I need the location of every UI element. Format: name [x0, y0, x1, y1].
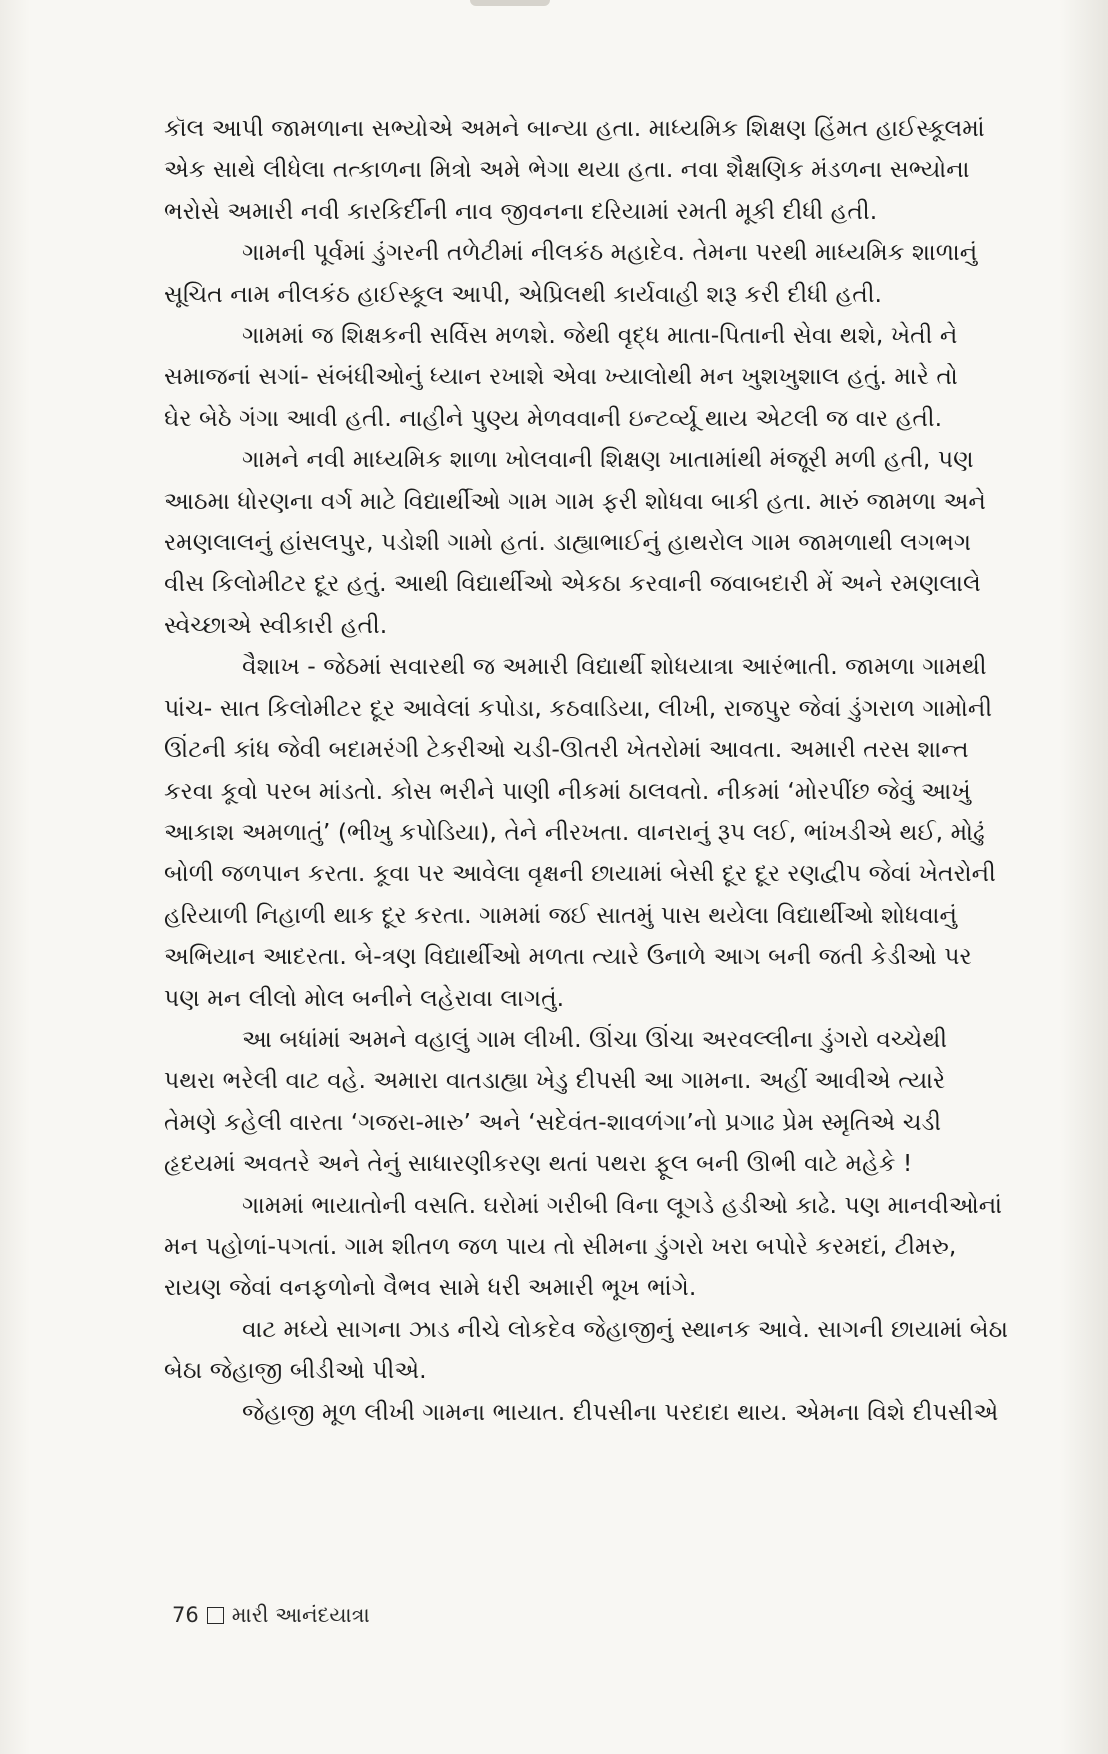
paragraph: ગામની પૂર્વમાં ડુંગરની તળેટીમાં નીલકંઠ મહાદેવ. તેમના પરથી માધ્યમિક શાળાનું સૂચિત નામ નીલકંઠ હાઈસ્કૂલ આપી, એપ્રિલથી કાર્યવાહી શરૂ કરી દીધી હતી.: [164, 238, 978, 308]
square-separator-icon: [207, 1607, 224, 1624]
paragraph: જેહાજી મૂળ લીખી ગામના ભાયાત. દીપસીના પરદાદા થાય. એમના વિશે દીપસીએ: [242, 1397, 999, 1426]
page-number: 76: [172, 1603, 199, 1627]
paragraph: આ બધાંમાં અમને વહાલું ગામ લીખી. ઊંચા ઊંચા અરવલ્લીના ડુંગરો વચ્ચેથી પથરા ભરેલી વાટ વહે. અમારા વાતડાહ્યા ખેડુ દીપસી આ ગામના. અહીં આવીએ ત્યારે તેમણે કહેલી વારતા ‘ગજરા-મારુ’ અને ‘સદેવંત-શાવળંગા’નો પ્રગાઢ પ્રેમ સ્મૃતિએ ચડી હૃદયમાં અવતરે અને તેનું સાધારણીકરણ થતાં પથરા ફૂલ બની ઊભી વાટે મહેકે !: [164, 1024, 948, 1178]
paragraph: વૈશાખ - જેઠમાં સવારથી જ અમારી વિદ્યાર્થી શોધયાત્રા આરંભાતી. જામળા ગામથી પાંચ- સાત કિલોમીટર દૂર આવેલાં કપોડા, કઠવાડિયા, લીખી, રાજપુર જેવાં ડુંગરાળ ગામોની ઊંટની કાંધ જેવી બદામરંગી ટેકરીઓ ચડી-ઊતરી ખેતરોમાં આવતા. અમારી તરસ શાન્ત કરવા કૂવો પરબ માંડતો. કોસ ભરીને પાણી નીકમાં ઠાલવતો. નીકમાં ‘મોરપીંછ જેવું આખું આકાશ અમળાતું’ (ભીખુ કપોડિયા), તેને નીરખતા. વાનરાનું રૂપ લઈ, ભાંખડીએ થઈ, મોઢું બોળી જળપાન કરતા. કૂવા પર આવેલા વૃક્ષની છાયામાં બેસી દૂર દૂર રણદ્વીપ જેવાં ખેતરોની હરિયાળી નિહાળી થાક દૂર કરતા. ગામમાં જઈ સાતમું પાસ થયેલા વિદ્યાર્થીઓ શોધવાનું અભિયાન આદરતા. બે-ત્રણ વિદ્યાર્થીઓ મળતા ત્યારે ઉનાળે આગ બની જતી કેડીઓ પર પણ મન લીલો મોલ બનીને લહેરાવા લાગતું.: [164, 652, 996, 1012]
page-footer: [172, 1600, 370, 1630]
page-top-mark: [470, 0, 550, 6]
paragraph: ગામમાં ભાયાતોની વસતિ. ઘરોમાં ગરીબી વિના લૂગડે હડીઓ કાઢે. પણ માનવીઓનાં મન પહોળાં-પગતાં. ગામ શીતળ જળ પાય તો સીમના ડુંગરો ખરા બપોરે કરમદાં, ટીમરુ, રાયણ જેવાં વનફળોનો વૈભવ સામે ધરી અમારી ભૂખ ભાંગે.: [164, 1190, 1003, 1302]
body-text: [164, 108, 1080, 1433]
paragraph: કૉલ આપી જામળાના સભ્યોએ અમને બાન્યા હતા. માધ્યમિક શિક્ષણ હિંમત હાઈસ્કૂલમાં એક સાથે લીધેલા તત્કાળના મિત્રો અમે ભેગા થયા હતા. નવા શૈક્ષણિક મંડળના સભ્યોના ભરોસે અમારી નવી કારકિર્દીની નાવ જીવનના દરિયામાં રમતી મૂકી દીધી હતી.: [164, 114, 985, 225]
paragraph: ગામમાં જ શિક્ષકની સર્વિસ મળશે. જેથી વૃદ્ધ માતા-પિતાની સેવા થશે, ખેતી ને સમાજનાં સગાં- સંબંધીઓનું ધ્યાન રખાશે એવા ખ્યાલોથી મન ખુશખુશાલ હતું. મારે તો ઘેર બેઠે ગંગા આવી હતી. નાહીને પુણ્ય મેળવવાની ઇન્ટર્વ્યૂ થાય એટલી જ વાર હતી.: [164, 321, 958, 432]
book-title: મારી આનંદયાત્રા: [231, 1603, 370, 1627]
paragraph: વાટ મધ્યે સાગના ઝાડ નીચે લોકદેવ જેહાજીનું સ્થાનક આવે. સાગની છાયામાં બેઠા બેઠા જેહાજી બીડીઓ પીએ.: [164, 1314, 1009, 1385]
paragraph: ગામને નવી માધ્યમિક શાળા ખોલવાની શિક્ષણ ખાતામાંથી મંજૂરી મળી હતી, પણ આઠમા ધોરણના વર્ગ માટે વિદ્યાર્થીઓ ગામ ગામ ફરી શોધવા બાકી હતા. મારું જામળા અને રમણલાલનું હાંસલપુર, પડોશી ગામો હતાં. ડાહ્યાભાઈનું હાથરોલ ગામ જામળાથી લગભગ વીસ કિલોમીટર દૂર હતું. આથી વિદ્યાર્થીઓ એકઠા કરવાની જવાબદારી મેં અને રમણલાલે સ્વેચ્છાએ સ્વીકારી હતી.: [164, 445, 986, 639]
